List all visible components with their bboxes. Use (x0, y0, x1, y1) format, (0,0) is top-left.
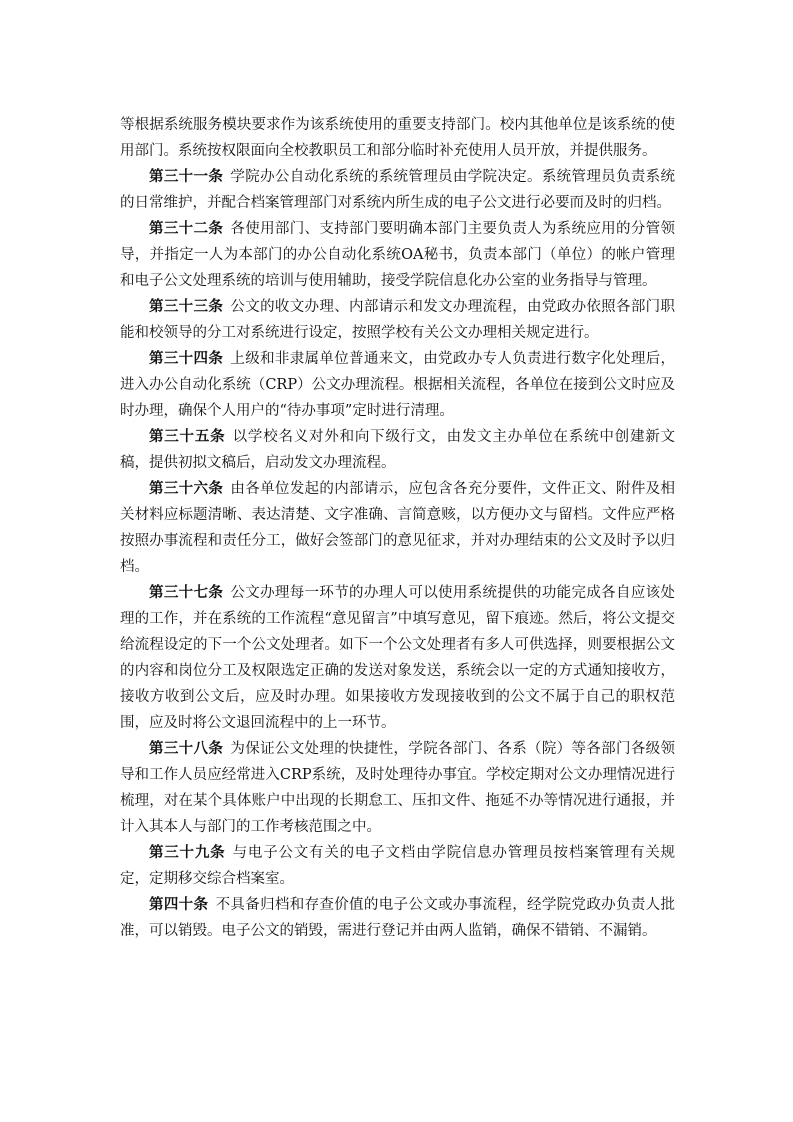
article-39 (120, 840, 675, 892)
article-number: 第三十三条 (149, 299, 224, 315)
paragraph-text: 由各单位发起的内部请示，应包含各充分要件，文件正文、附件及相关材料应标题清晰、表达清楚、文字准确、言简意赅，以方便办文与留档。文件应严格按照办事流程和责任分工，做好会签部门的意见征求，并对办理结束的公文及时予以归档。 (120, 481, 675, 575)
paragraph-text: 公文办理每一环节的办理人可以使用系统提供的功能完成各自应该处理的工作，并在系统的工作流程“意见留言”中填写意见，留下痕迹。然后，将公文提交给流程设定的下一个公文处理者。如下一个公文处理者有多人可供选择，则要根据公文的内容和岗位分工及权限选定正确的发送对象发送，系统会以一定的方式通知接收方，接收方收到公文后，应及时办理。如果接收方发现接收到的公文不属于自己的职权范围，应及时将公文退回流程中的上一环节。 (120, 585, 675, 731)
article-32 (120, 216, 675, 294)
article-31 (120, 164, 675, 216)
paragraph-text: 与电子公文有关的电子文档由学院信息办管理员按档案管理有关规定，定期移交综合档案室。 (120, 845, 676, 887)
article-37 (120, 580, 675, 736)
article-number: 第三十九条 (149, 845, 226, 861)
paragraph-text: 学院办公自动化系统的系统管理员由学院决定。系统管理员负责系统的日常维护，并配合档案管理部门对系统内所生成的电子公文进行必要而及时的归档。 (120, 169, 675, 211)
article-number: 第三十四条 (149, 351, 224, 367)
paragraph-continuation (120, 112, 675, 164)
paragraph-text: 为保证公文处理的快捷性，学院各部门、各系（院）等各部门各级领导和工作人员应经常进入CRP系统，及时处理待办事宜。学校定期对公文办理情况进行梳理，对在某个具体账户中出现的长期怠工、压扣文件、拖延不办等情况进行通报，并计入其本人与部门的工作考核范围之中。 (120, 741, 675, 835)
article-number: 第三十五条 (149, 429, 226, 445)
document-body (120, 112, 675, 944)
paragraph-text: 上级和非隶属单位普通来文，由党政办专人负责进行数字化处理后，进入办公自动化系统（CRP）公文办理流程。根据相关流程，各单位在接到公文时应及时办理，确保个人用户的“待办事项”定时进行清理。 (120, 351, 675, 419)
article-number: 第四十条 (149, 897, 209, 913)
paragraph-text: 公文的收文办理、内部请示和发文办理流程，由党政办依照各部门职能和校领导的分工对系统进行设定，按照学校有关公文办理相关规定进行。 (120, 299, 675, 341)
article-number: 第三十一条 (149, 169, 224, 185)
article-38 (120, 736, 675, 840)
article-number: 第三十八条 (149, 741, 224, 757)
article-36 (120, 476, 675, 580)
article-number: 第三十六条 (149, 481, 224, 497)
paragraph-text: 不具备归档和存查价值的电子公文或办事流程，经学院党政办负责人批准，可以销毁。电子公文的销毁，需进行登记并由两人监销，确保不错销、不漏销。 (120, 897, 676, 939)
paragraph-text: 等根据系统服务模块要求作为该系统使用的重要支持部门。校内其他单位是该系统的使用部门。系统按权限面向全校教职员工和部分临时补充使用人员开放，并提供服务。 (120, 117, 675, 159)
paragraph-text: 各使用部门、支持部门要明确本部门主要负责人为系统应用的分管领导，并指定一人为本部门的办公自动化系统OA秘书，负责本部门（单位）的帐户管理和电子公文处理系统的培训与使用辅助，接受学院信息化办公室的业务指导与管理。 (120, 221, 675, 289)
article-33 (120, 294, 675, 346)
article-number: 第三十二条 (149, 221, 224, 237)
paragraph-text: 以学校名义对外和向下级行文，由发文主办单位在系统中创建新文稿，提供初拟文稿后，启动发文办理流程。 (120, 429, 676, 471)
article-number: 第三十七条 (149, 585, 224, 601)
article-40 (120, 892, 675, 944)
article-35 (120, 424, 675, 476)
article-34 (120, 346, 675, 424)
